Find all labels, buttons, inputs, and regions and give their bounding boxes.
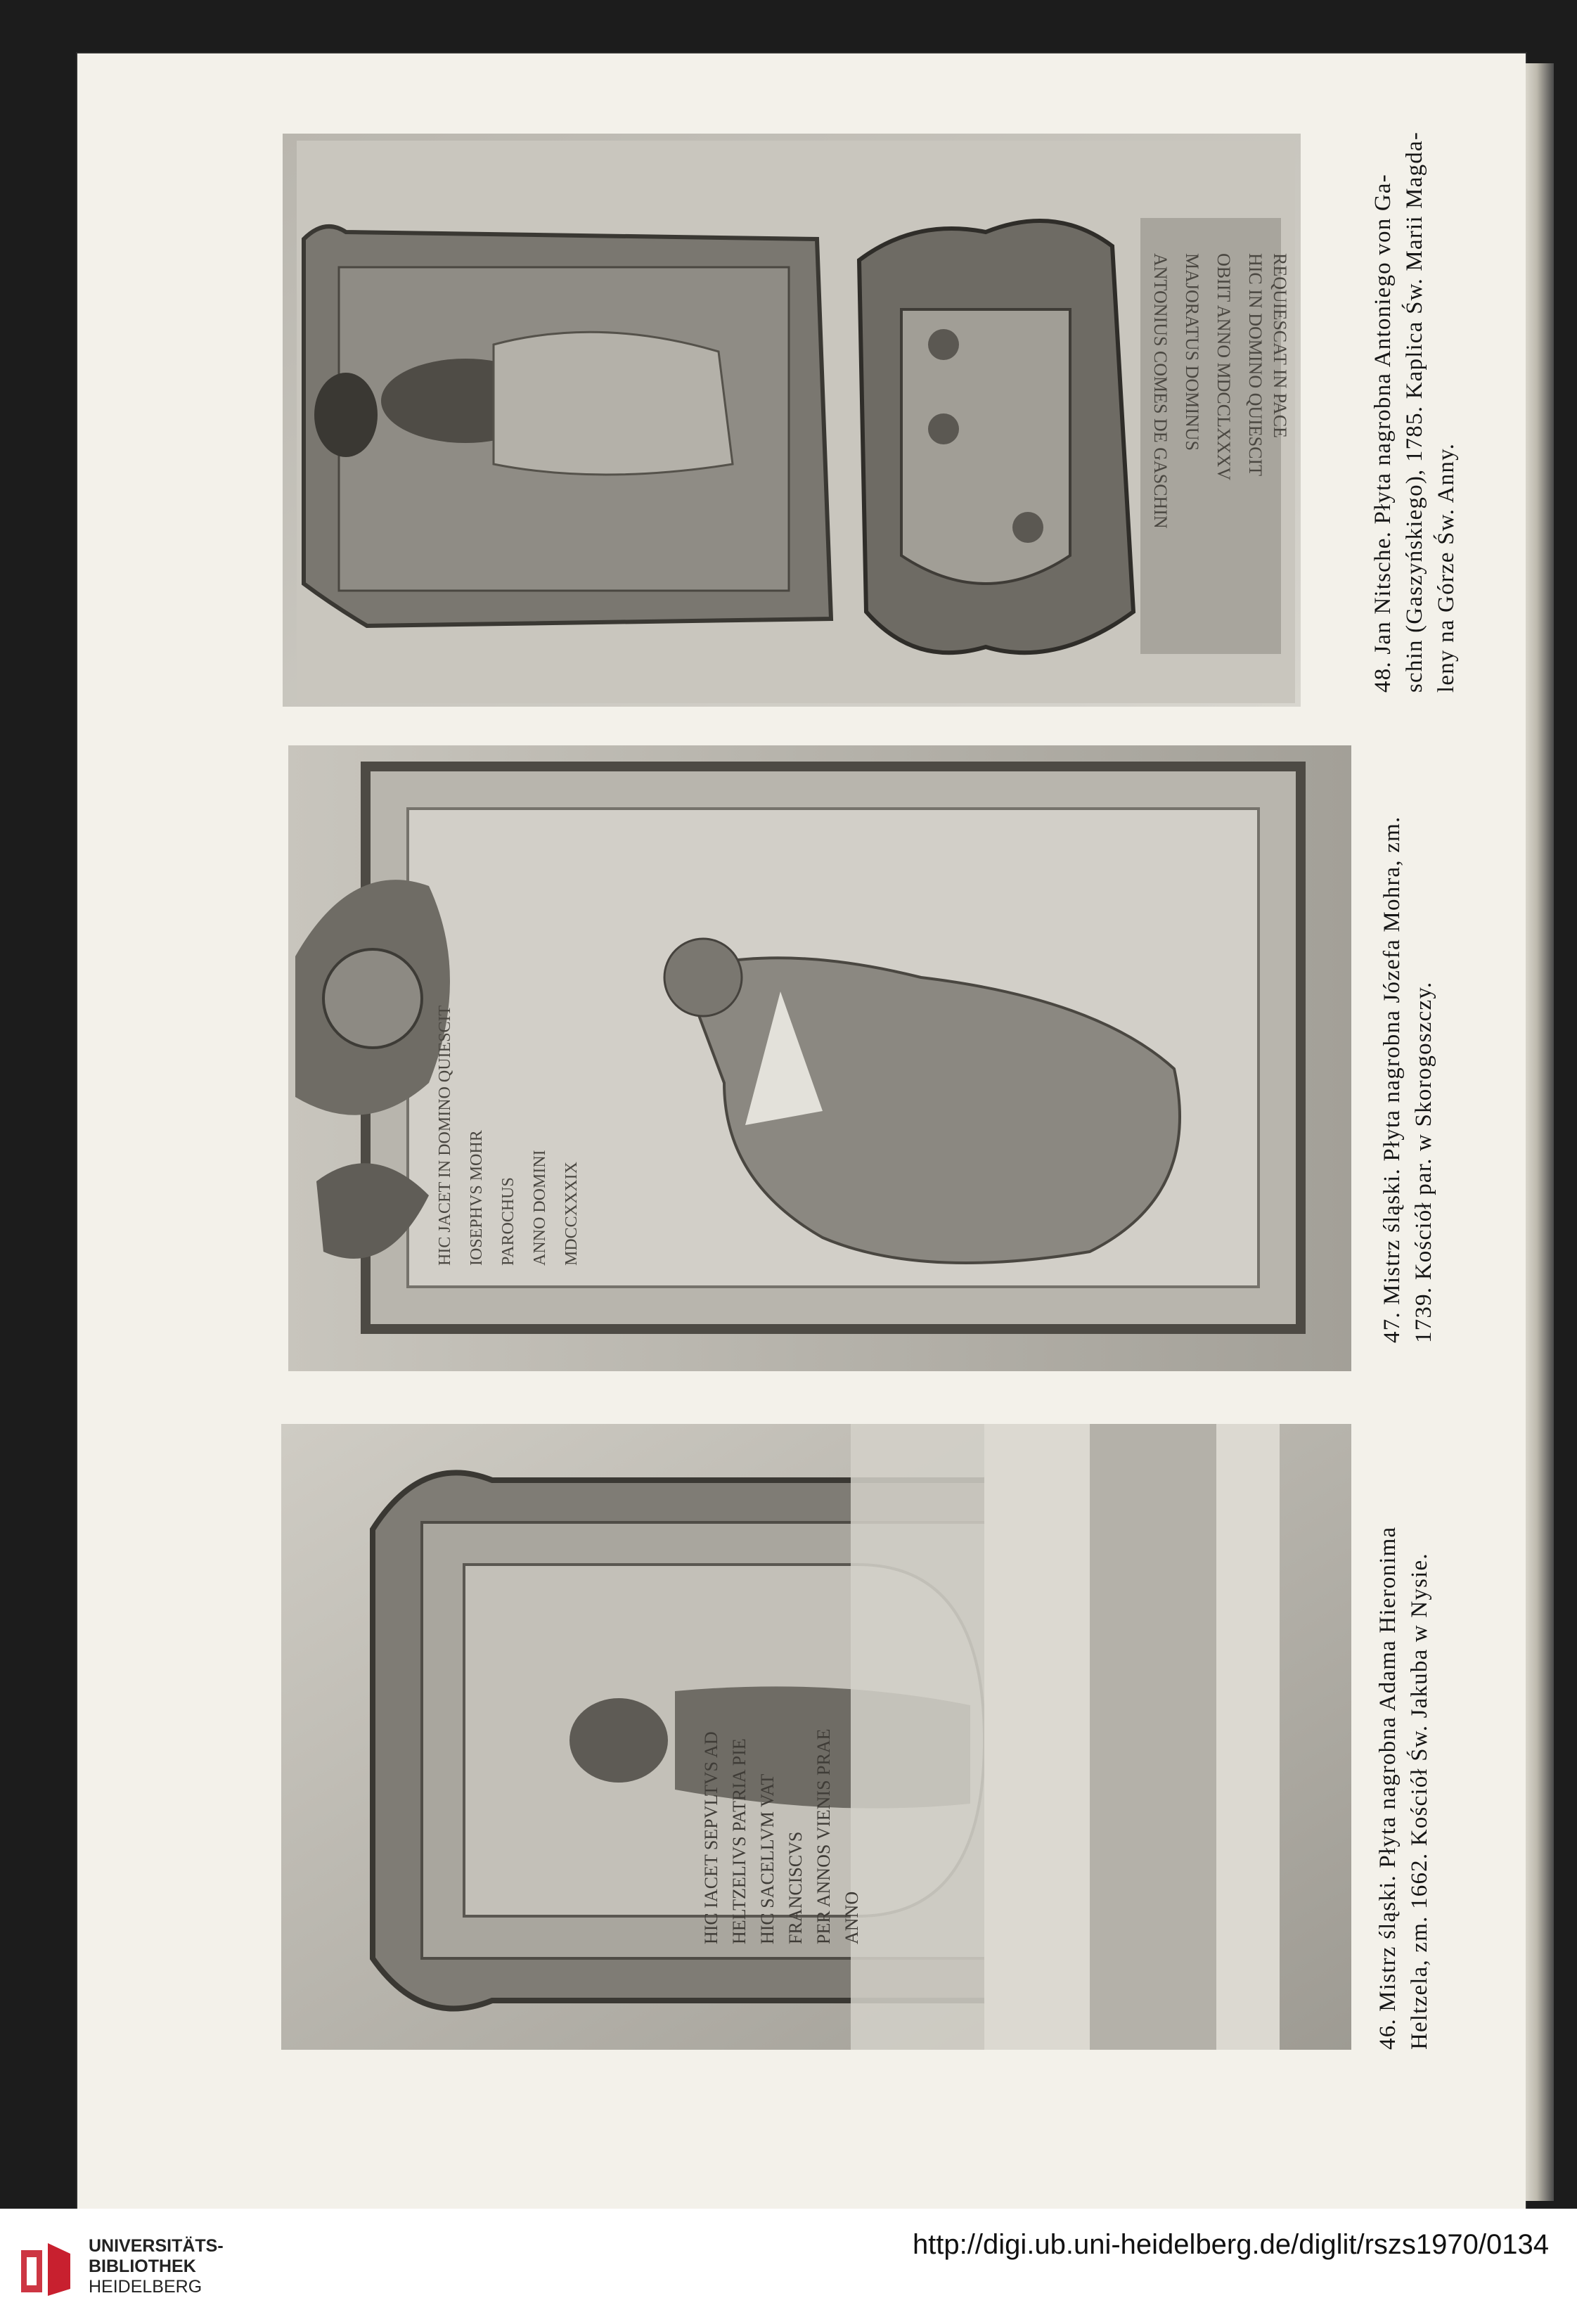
svg-text:OBIIT ANNO MDCCLXXXV: OBIIT ANNO MDCCLXXXV [1214, 253, 1234, 481]
library-logo-icon [14, 2236, 77, 2299]
plate-48-photo [283, 134, 1301, 707]
svg-text:FRANCISCVS: FRANCISCVS [785, 1831, 806, 1944]
svg-text:ANNO: ANNO [842, 1891, 862, 1944]
tombstone-heltzel-image [281, 1424, 1351, 2050]
svg-text:MDCCXXXIX: MDCCXXXIX [562, 1161, 581, 1266]
svg-text:PAROCHUS: PAROCHUS [499, 1177, 517, 1266]
page-edge-shadow [1526, 63, 1554, 2201]
svg-text:HIC IN DOMINO QUIESCIT: HIC IN DOMINO QUIESCIT [1245, 253, 1266, 477]
svg-text:HELTZELIVS PATRIA PIE: HELTZELIVS PATRIA PIE [729, 1738, 749, 1944]
plate-46-photo [281, 1424, 1351, 2050]
digitization-footer [0, 2209, 1577, 2324]
caption-plate-47: 47. Mistrz śląski. Płyta nagrobna Józefa Mohra, zm. 1739. Kościół par. w Skorogoszczy. [1379, 816, 1436, 1343]
svg-text:REQUIESCAT IN PACE: REQUIESCAT IN PACE [1270, 253, 1290, 438]
svg-text:HIC JACET IN DOMINO QUIESCIT: HIC JACET IN DOMINO QUIESCIT [436, 1005, 454, 1266]
caption-plate-46: 46. Mistrz śląski. Płyta nagrobna Adama Hieronima Heltzela, zm. 1662. Kościół Św. Jakuba w Nysie. [1375, 1526, 1432, 2050]
tombstone-gaschin-image [283, 134, 1301, 707]
permalink-url[interactable]: http://digi.ub.uni-heidelberg.de/diglit/rszs1970/0134 [912, 2229, 1549, 2260]
caption-plate-48: 48. Jan Nitsche. Płyta nagrobna Antoniego von Ga- schin (Gaszyńskiego), 1785. Kaplica Św. Marii Magda- leny na Górze Św. Anny. [1370, 131, 1459, 693]
svg-text:PER ANNOS VIENIS PRAE: PER ANNOS VIENIS PRAE [813, 1728, 834, 1944]
svg-text:ANNO DOMINI: ANNO DOMINI [531, 1150, 549, 1266]
tombstone-mohr-image [288, 745, 1351, 1371]
svg-text:HIC SACELLVM VAT: HIC SACELLVM VAT [757, 1773, 778, 1944]
svg-text:ANTONIUS COMES DE GASCHIN: ANTONIUS COMES DE GASCHIN [1150, 253, 1171, 529]
svg-text:HIC IACET SEPVLTVS AD: HIC IACET SEPVLTVS AD [701, 1731, 721, 1944]
plate-47-photo [288, 745, 1351, 1371]
svg-text:MAJORATUS DOMINUS: MAJORATUS DOMINUS [1182, 253, 1202, 451]
library-name: UNIVERSITÄTS- BIBLIOTHEK HEIDELBERG [89, 2236, 224, 2297]
svg-text:IOSEPHVS MOHR: IOSEPHVS MOHR [468, 1130, 486, 1266]
